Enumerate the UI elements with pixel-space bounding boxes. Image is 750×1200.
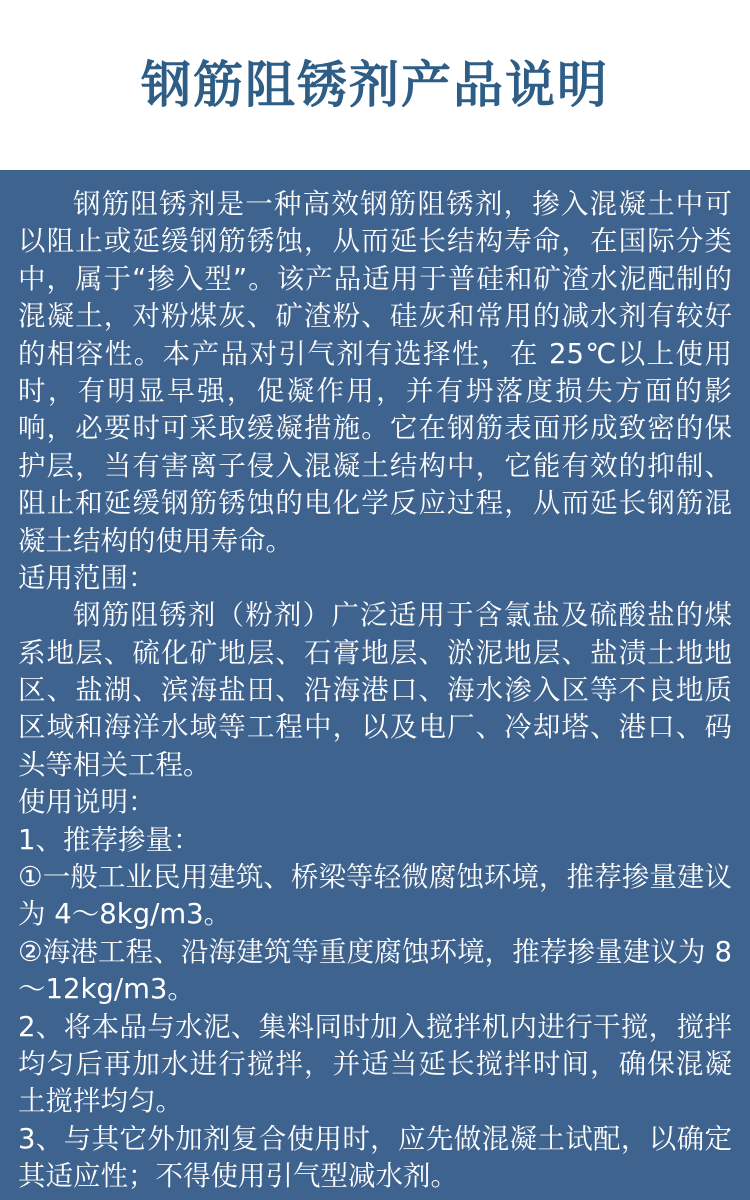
page-header [0, 0, 750, 170]
usage-item-1: 1、推荐掺量： [18, 823, 201, 856]
usage-item-2: 2、将本品与水泥、集料同时加入搅拌机内进行干搅，搅拌均匀后再加水进行搅拌，并适当延长搅拌时间，确保混凝土搅拌均匀。 [18, 1010, 732, 1118]
usage-item-1a: ①一般工业民用建筑、桥梁等轻微腐蚀环境，推荐掺量建议为 4～8kg/m3。 [18, 861, 732, 931]
description-body [0, 170, 750, 1200]
paragraph-intro: 钢筋阻锈剂是一种高效钢筋阻锈剂，掺入混凝土中可以阻止或延缓钢筋锈蚀，从而延长结构寿命，在国际分类中，属于“掺入型”。该产品适用于普硅和矿渣水泥配制的混凝土，对粉煤灰、矿渣粉、硅灰和常用的减水剂有较好的相容性。本产品对引气剂有选择性，在 25℃以上使用时，有明显早强，促凝作用，并有坍落度损失方面的影响，必要时可采取缓凝措施。它在钢筋表面形成致密的保护层，当有害离子侵入混凝土结构中，它能有效的抑制、阻止和延缓钢筋锈蚀的电化学反应过程，从而延长钢筋混凝土结构的使用寿命。 [18, 188, 732, 557]
section-label-usage: 使用说明： [18, 786, 156, 819]
paragraph-scope: 钢筋阻锈剂（粉剂）广泛适用于含氯盐及硫酸盐的煤系地层、硫化矿地层、石膏地层、淤泥地层、盐渍土地地区、盐湖、滨海盐田、沿海港口、海水渗入区等不良地质区域和海洋水域等工程中，以及电厂、冷却塔、港口、码头等相关工程。 [18, 599, 732, 781]
usage-item-3: 3、与其它外加剂复合使用时，应先做混凝土试配，以确定其适应性；不得使用引气型减水剂。 [18, 1122, 732, 1193]
usage-item-1b: ②海港工程、沿海建筑等重度腐蚀环境，推荐掺量建议为 8～12kg/m3。 [18, 935, 732, 1006]
page-title: 钢筋阻锈剂产品说明 [141, 55, 609, 114]
section-label-scope: 适用范围： [18, 561, 156, 594]
